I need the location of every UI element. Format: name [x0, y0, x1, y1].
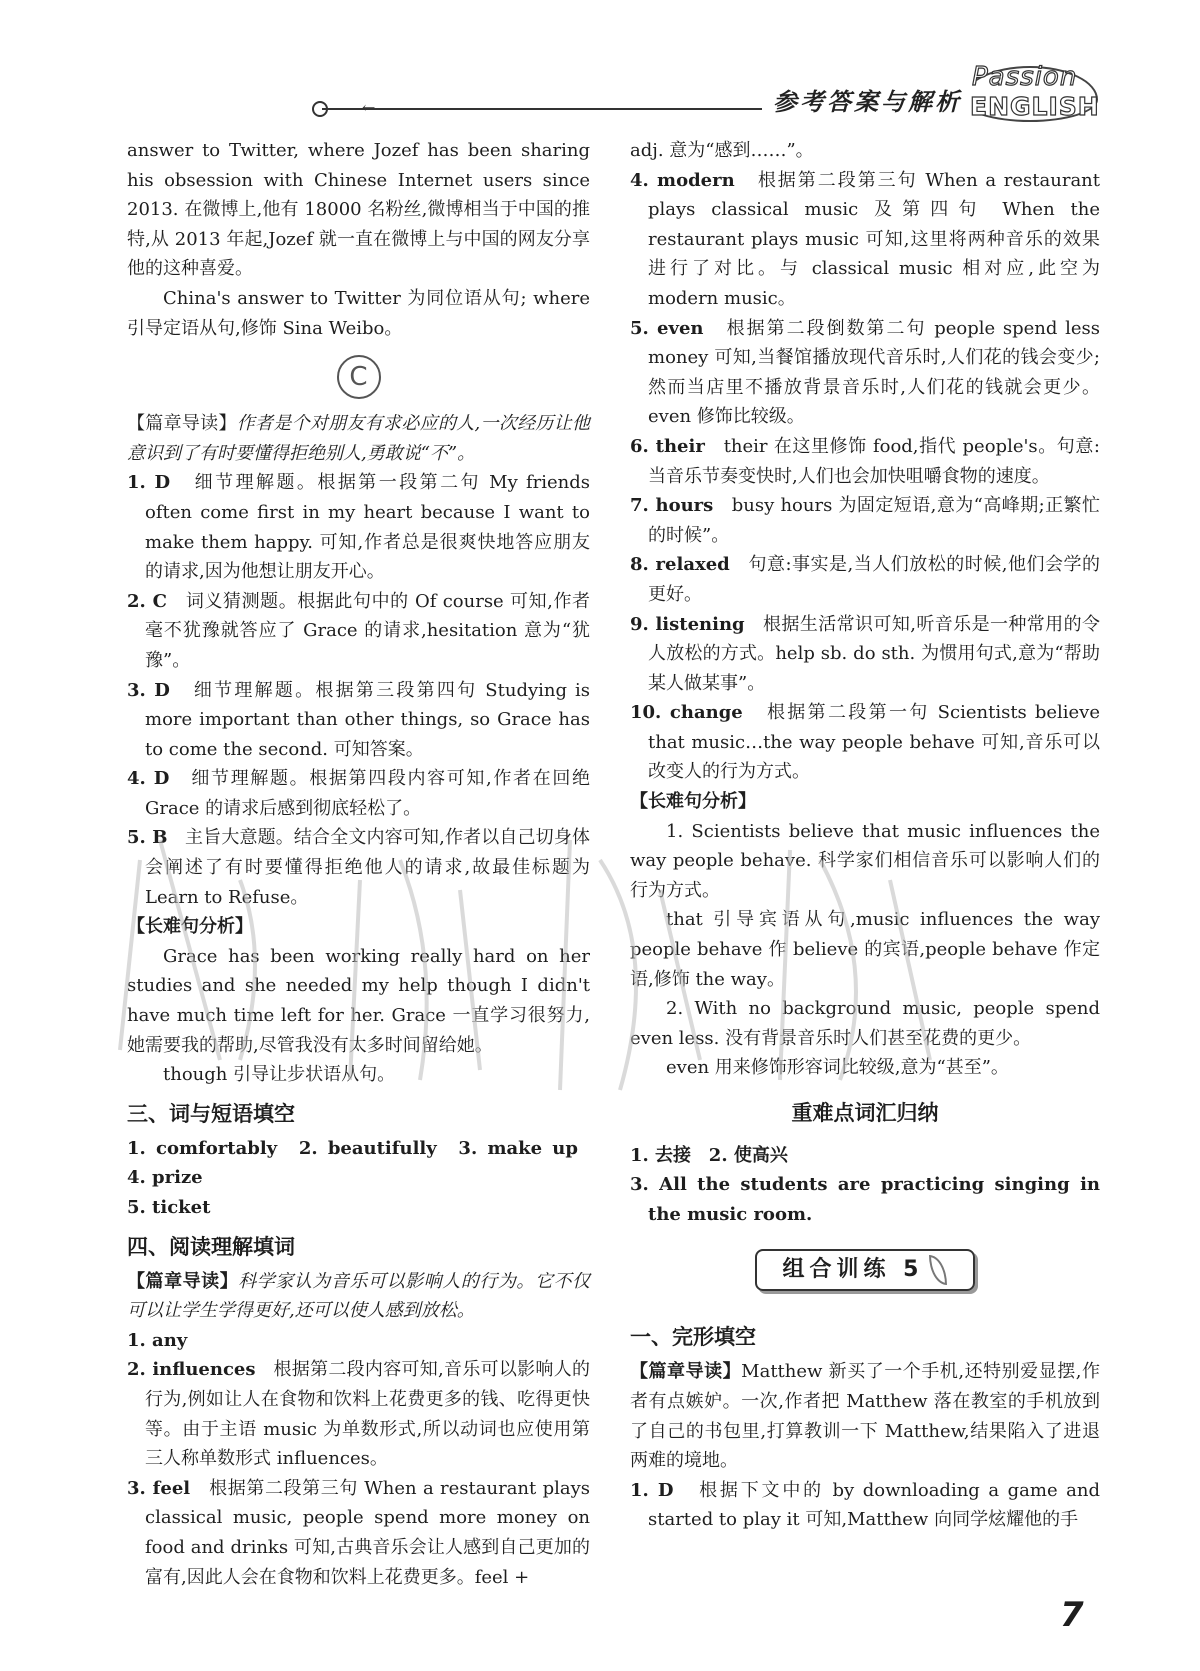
answer-text: 细节理解题。根据第四段内容可知,作者在回绝 Grace 的请求后感到彻底轻松了。 [145, 768, 590, 819]
combo-training-banner [630, 1249, 1100, 1291]
answer-text: 词义猜测题。根据此句中的 Of course 可知,作者毫不犹豫就答应了 Grace 的请求,hesitation 意为“犹豫”。 [145, 590, 591, 671]
answer-number: 4. D [127, 768, 170, 790]
guide-tag: 【篇章导读】 [630, 1361, 742, 1383]
word-answer: 3. make up [458, 1137, 578, 1159]
guide-text: 科学家认为音乐可以影响人的行为。它不仅可以让学生学得更好,还可以使人感到放松。 [127, 1270, 590, 1322]
answer-text: 根据下文中的 by downloading a game and started to play it 可知,Matthew 向同学炫耀他的手 [648, 1479, 1100, 1531]
analysis-paragraph: that 引导宾语从句,music influences the way people behave 作 believe 的宾语,people behave 作定语,修饰 the way。 [630, 909, 1100, 990]
answer-number: 3. feel [127, 1477, 191, 1499]
answer-item [630, 1476, 1100, 1535]
vocab-items [630, 1141, 1100, 1171]
vocab-sentence-text: 3. All the students are practicing singing in the music room. [630, 1174, 1100, 1225]
guide-tag: 【篇章导读】 [127, 413, 237, 435]
answer-text: 根据生活常识可知,听音乐是一种常用的令人放松的方式。help sb. do sth. 为惯用句式,意为“帮助某人做某事”。 [648, 613, 1100, 694]
answer-text: 主旨大意题。结合全文内容可知,作者以自己切身体会阐述了有时要懂得拒绝他人的请求,故最佳标题为 Learn to Refuse。 [145, 827, 590, 908]
long-sentence-analysis-tag: 【长难句分析】 [127, 916, 253, 938]
logo-top-text: Passion [972, 62, 1078, 92]
answer-text: 细节理解题。根据第三段第四句 Studying is more important than other things, so Grace has to come the second. 可知答案。 [145, 679, 590, 760]
combo-training-box [755, 1249, 976, 1291]
vocab-summary-title: 重难点词汇归纳 [791, 1101, 939, 1125]
vocab-item: 1. 去接 [630, 1144, 692, 1166]
guide-text: Matthew 新买了一个手机,还特别爱显摆,作者有点嫉妒。一次,作者把 Matthew 落在教室的手机放到了自己的书包里,打算教训一下 Matthew,结果陷入了进退两难的境地。 [630, 1361, 1100, 1472]
answer-number: 2. C [127, 590, 167, 612]
answer-number: 9. listening [630, 613, 745, 635]
analysis-paragraph: 1. Scientists believe that music influences the way people behave. 科学家们相信音乐可以影响人们的行为方式。 [630, 820, 1100, 901]
passion-english-logo [962, 62, 1102, 124]
answer-text: 句意:事实是,当人们放松的时候,他们会学的更好。 [648, 554, 1100, 605]
section-three-title: 三、词与短语填空 [127, 1101, 295, 1126]
answer-number: 10. change [630, 702, 743, 724]
left-column [127, 136, 590, 1592]
continuation-text: adj. 意为“感到……”。 [630, 140, 814, 161]
answer-item [630, 314, 1100, 432]
vocab-sentence [630, 1170, 1100, 1229]
arrow-left-icon: ← [362, 98, 376, 117]
answer-text: 根据第二段内容可知,音乐可以影响人的行为,例如让人在食物和饮料上花费更多的钱、吃得更快等。由于主语 music 为单数形式,所以动词也应使用第三人称单数形式 influences。 [145, 1359, 590, 1470]
word-fill-answers [127, 1134, 590, 1223]
answer-item [630, 610, 1100, 699]
header-title: 参考答案与解析 [773, 87, 962, 116]
right-column [630, 136, 1100, 1535]
answer-number: 6. their [630, 435, 705, 457]
answer-number: 5. even [630, 317, 704, 339]
answer-item [630, 550, 1100, 609]
combo-training-title: 组合训练 5 [782, 1257, 924, 1283]
section-one-title: 一、完形填空 [630, 1325, 756, 1350]
answer-number: 7. hours [630, 495, 714, 517]
word-answer: 4. prize [127, 1167, 203, 1189]
intro-note: China's answer to Twitter 为同位语从句; where 引导定语从句,修饰 Sina Weibo。 [127, 287, 590, 339]
answer-text: 细节理解题。根据第一段第二句 My friends often come first in my heart because I want to make them happy. 可知,作者总是很爽快地答应朋友的请求,因为他想让朋友开心。 [145, 472, 590, 583]
answer-text: 根据第二段倒数第二句 people spend less money 可知,当餐馆播放现代音乐时,人们花的钱会变少;然而当店里不播放背景音乐时,人们花的钱就会更少。even 修饰比较级。 [648, 317, 1100, 428]
answer-item [630, 432, 1100, 491]
long-sentence-analysis-tag: 【长难句分析】 [630, 791, 756, 813]
answer-text: 根据第二段第三句 When a restaurant plays classical music, people spend more money on food and drinks 可知,古典音乐会让人感到自己更加的富有,因此人会在食物和饮料上花费更多。feel + [145, 1477, 590, 1588]
passage-c-marker: C [337, 355, 381, 399]
answer-item [127, 764, 590, 823]
answer-text: busy hours 为固定短语,意为“高峰期;正繁忙的时候”。 [648, 495, 1100, 546]
answer-number: 8. relaxed [630, 554, 730, 576]
answer-item [630, 698, 1100, 787]
answer-number: 1. any [127, 1329, 188, 1351]
chapter-guide [630, 1357, 1100, 1475]
analysis-paragraph: even 用来修饰形容词比较级,意为“甚至”。 [666, 1057, 1009, 1079]
answer-text: 根据第二段第三句 When a restaurant plays classical music 及第四句 When the restaurant plays music 可知,这里将两种音乐的效果进行了对比。与 classical music 相对应,此空为 modern music。 [648, 169, 1101, 309]
page-header [0, 0, 1200, 130]
analysis-paragraph: 2. With no background music, people spend even less. 没有背景音乐时人们甚至花费的更少。 [630, 998, 1100, 1049]
intro-paragraph: answer to Twitter, where Jozef has been sharing his obsession with Chinese Internet users since 2013. 在微博上,他有 18000 名粉丝,微博相当于中国的推特,从 2013 年起,Jozef 就一直在微博上与中国的网友分享他的这种喜爱。 [127, 140, 590, 280]
header-rule [322, 108, 762, 110]
answer-item [127, 1474, 590, 1592]
logo-bottom-text: ENGLISH [970, 92, 1100, 121]
analysis-paragraph: though 引导让步状语从句。 [163, 1064, 396, 1086]
chapter-guide [127, 1267, 590, 1326]
answer-number: 3. D [127, 679, 170, 701]
answer-text: 根据第二段第一句 Scientists believe that music…the way people behave 可知,音乐可以改变人的行为方式。 [648, 702, 1101, 783]
vocab-item: 2. 使高兴 [708, 1144, 788, 1166]
answer-item [127, 1355, 590, 1473]
guide-tag: 【篇章导读】 [127, 1270, 239, 1292]
answer-item [127, 823, 590, 912]
answer-number: 1. D [127, 472, 171, 494]
answer-item [127, 468, 590, 586]
section-four-title: 四、阅读理解填词 [127, 1234, 295, 1259]
answer-number: 2. influences [127, 1359, 256, 1381]
answer-item [630, 491, 1100, 550]
guide-text: 作者是个对朋友有求必应的人,一次经历让他意识到了有时要懂得拒绝别人,勇敢说“不”。 [127, 413, 590, 464]
chapter-guide [127, 409, 590, 468]
answer-text: their 在这里修饰 food,指代 people's。句意:当音乐节奏变快时,人们也会加快咀嚼食物的速度。 [648, 435, 1101, 487]
page-number: 7 [1060, 1595, 1084, 1635]
answer-number: 1. D [630, 1479, 674, 1501]
answer-item [127, 1326, 590, 1356]
answer-number: 5. B [127, 827, 168, 849]
word-answer: 5. ticket [127, 1197, 211, 1218]
analysis-paragraph: Grace has been working really hard on her studies and she needed my help though I didn't have much time left for her. Grace 一直学习很努力,她需要我的帮助,尽管我没有太多时间留给她。 [127, 945, 590, 1056]
feather-icon [929, 1255, 947, 1285]
answer-item [127, 676, 590, 765]
word-answer: 1. comfortably [127, 1137, 278, 1159]
answer-item [127, 587, 590, 676]
answer-item [630, 166, 1100, 314]
word-answer: 2. beautifully [298, 1137, 437, 1159]
answer-number: 4. modern [630, 169, 735, 191]
